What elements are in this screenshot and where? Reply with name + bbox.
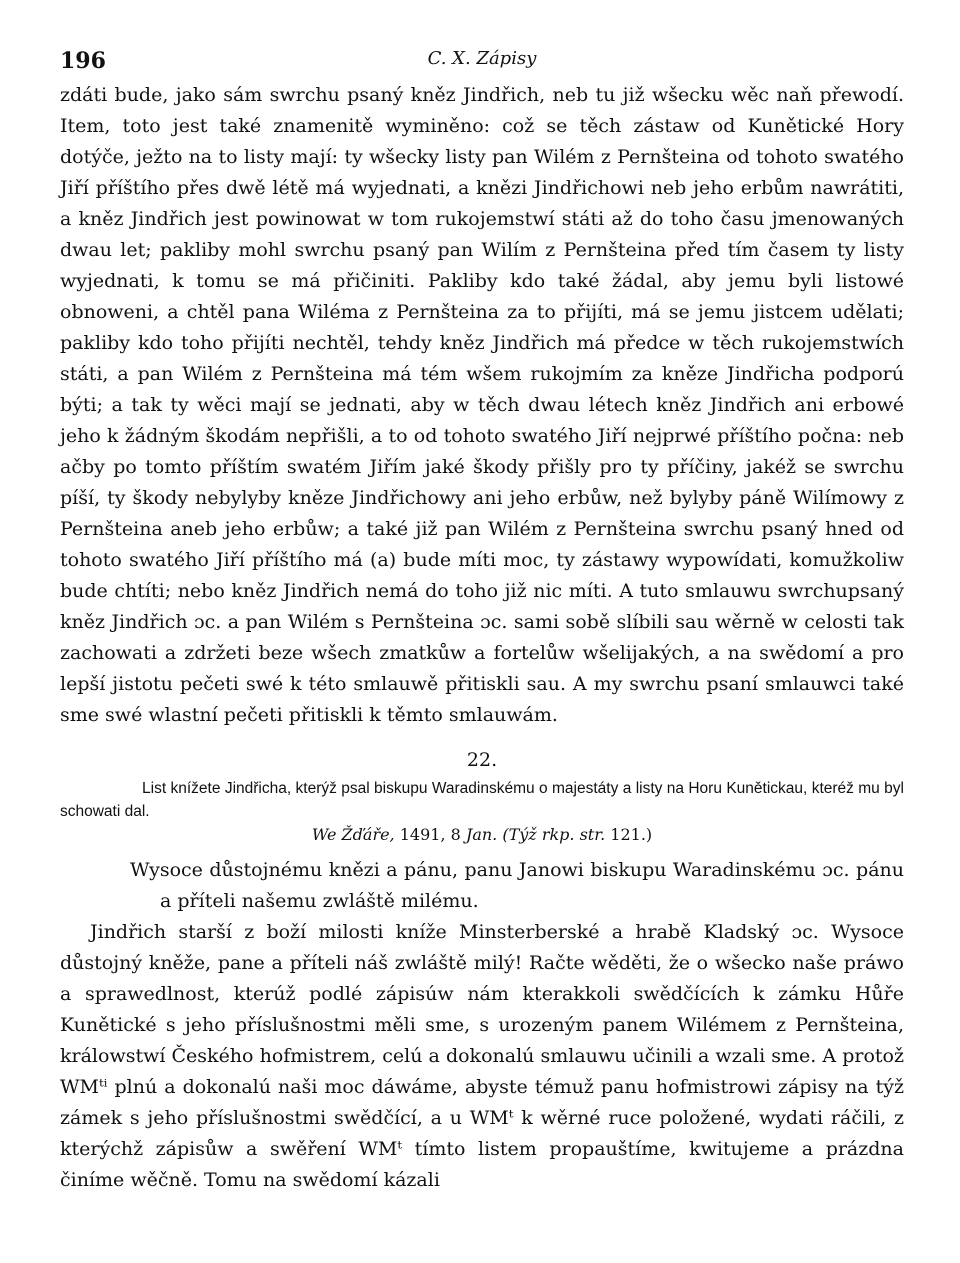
body-text	[60, 80, 904, 731]
letter-address: Wysoce důstojnému knězi a pánu, panu Janowi biskupu Waradinskému ɔc. pánu a příteli našemu zwláště milému.	[130, 859, 904, 912]
source-month: Jan.	[465, 825, 498, 844]
page	[60, 40, 904, 1196]
source-reference-page: 121.)	[610, 825, 653, 844]
document-source	[60, 823, 904, 847]
source-date: 1491, 8	[399, 825, 461, 844]
page-header	[60, 40, 904, 80]
document-regest: List knížete Jindřicha, kterýž psal biskupu Waradinskému o majestáty a listy na Horu Kunětickau, kteréž mu byl schowati dal.	[60, 780, 904, 820]
running-title: C. X. Zápisy	[427, 48, 537, 69]
document-number: 22.	[466, 749, 498, 771]
source-place: We Žďáře,	[311, 825, 395, 844]
letter-text: Jindřich starší z boží milosti kníže Minsterberské a hrabě Kladský ɔc. Wysoce důstojný kněže, pane a příteli náš zwláště milý! Račte wěděti, že o wšecko naše práwo a sprawedlnost, kterúž podlé zápisúw nám kterakkoli swědčících k zámku Hůře Kunětické s jeho příslušnostmi měli sme, s urozeným panem Wilémem z Pernšteina, králowstwí Českého hofmistrem, celú a dokonalú smlauwu učinili a wzali sme. A protož WMᵗⁱ plnú a dokonalú naši moc dáwáme, abyste témuž panu hofmistrowi zápisy na týž zámek s jeho příslušnostmi swědčící, a u WMᵗ k wěrné ruce položené, wydati ráčili, z kterýchž zápisůw a swěření WMᵗ tímto listem propauštíme, kwitujeme a prázdna činíme wěčně. Tomu na swědomí kázali	[60, 921, 904, 1191]
continuation-paragraph: zdáti bude, jako sám swrchu psaný kněz Jindřich, neb tu již wšecku wěc naň přewodí. Item, toto jest také znamenitě wyminěno: což se těch zástaw od Kunětické Hory dotýče, ježto na to listy mají: ty wšecky listy pan Wilém z Pernšteina od tohoto swatého Jiří příštího přes dwě létě má wyjednati, a knězi Jindřichowi neb jeho erbům nawrátiti, a kněz Jindřich jest powinowat w tom rukojemstwí státi až do toho času jmenowaných dwau let; pakliby mohl swrchu psaný pan Wilím z Pernšteina před tím časem ty listy wyjednati, k tomu se má přičiniti. Pakliby kdo také žádal, aby jemu byli listowé obnoweni, a chtěl pana Wiléma z Pernšteina za to přijíti, má se jemu jistcem udělati; pakliby kdo toho přijíti nechtěl, tehdy kněz Jindřich má předce w těch rukojemstwích státi, a pan Wilém z Pernšteina má tém wšem rukojmím za kněze Jindřicha podporú býti; a tak ty wěci mají se jednati, aby w těch dwau létech kněz Jindřich ani erbowé jeho k žádným škodám nepřišli, a to od tohoto swatého Jiří nejprwé příštího počna: neb ačby po tomto příštím swatém Jiřím jaké škody přišly pro ty příčiny, jakéž se swrchu píší, ty škody nebylyby kněze Jindřichowy ani jeho erbůw, než bylyby páně Wilímowy z Pernšteina aneb jeho erbůw; a také již pan Wilém z Pernšteina swrchu psaný hned od tohoto swatého Jiří příštího má (a) bude míti moc, ty zástawy wypowídati, komužkoliw bude chtíti; nebo kněz Jindřich nemá do toho již nic míti. A tuto smlauwu swrchupsaný kněz Jindřich ɔc. a pan Wilém s Pernšteina ɔc. sami sobě slíbili sau wěrně w celosti tak zachowati a zdržeti beze wšech zmatkůw a fortelůw wšelijakých, a na swědomí a pro lepší jistotu pečeti swé k této smlauwě přitiskli sau. A my swrchu psaní smlauwci také sme swé wlastní pečeti přitiskli k těmto smlauwám.	[60, 84, 904, 726]
letter-body	[60, 917, 904, 1196]
source-reference-label: (Týž rkp. str.	[502, 825, 606, 844]
page-number: 196	[60, 48, 106, 74]
